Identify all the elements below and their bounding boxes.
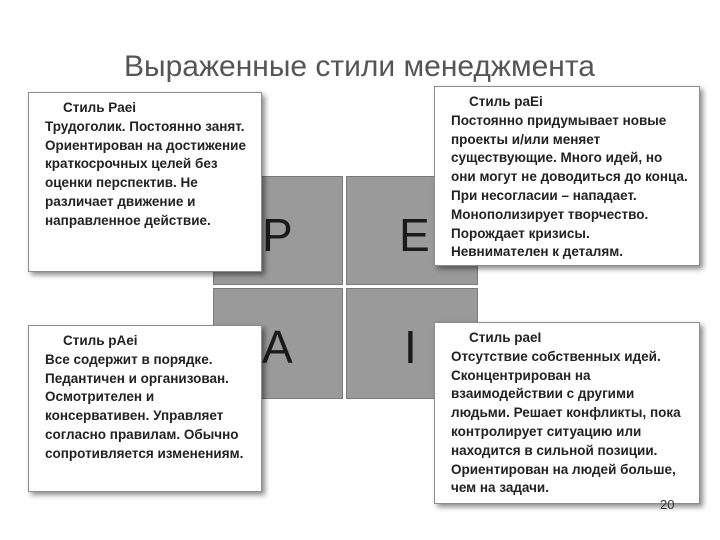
card-style-paei-entrepreneur: [434, 86, 700, 266]
card-heading: Стиль paEi: [469, 94, 543, 109]
card-style-paei-producer: [28, 92, 262, 272]
letter-i: I: [404, 321, 417, 373]
letter-a: A: [262, 321, 293, 373]
card-text: Отсутствие собственных идей. Сконцентрирован на взаимодействии с другими людьми. Решает конфликты, пока контролирует ситуацию или находится в сильной позиции. Ориентирован на людей больше, чем на задачи.: [451, 348, 681, 496]
letter-p: P: [262, 209, 293, 261]
card-heading: Стиль pAei: [63, 333, 138, 348]
letter-e: E: [399, 209, 430, 261]
card-style-paei-administrator: [28, 325, 262, 492]
card-text: Трудоголик. Постоянно занят. Ориентирован на достижение краткосрочных целей без оценки перспектив. Не различает движение и направленное действие.: [45, 118, 246, 228]
card-text: Постоянно придумывает новые проекты и/или меняет существующие. Много идей, но они могут не доводиться до конца. При несогласии – нападает. Монополизирует творчество. Порождает кризисы. Невнимателен к деталям.: [451, 112, 688, 260]
slide-title: Выраженные стили менеджмента: [124, 50, 595, 83]
card-heading: Стиль Paei: [63, 100, 137, 115]
card-heading: Стиль paeI: [469, 330, 542, 345]
card-text: Все содержит в порядке. Педантичен и организован. Осмотрителен и консервативен. Управляет согласно правилам. Обычно сопротивляется изменениям.: [45, 351, 244, 461]
page-number: 20: [660, 497, 675, 512]
card-style-paei-integrator: [434, 322, 700, 504]
